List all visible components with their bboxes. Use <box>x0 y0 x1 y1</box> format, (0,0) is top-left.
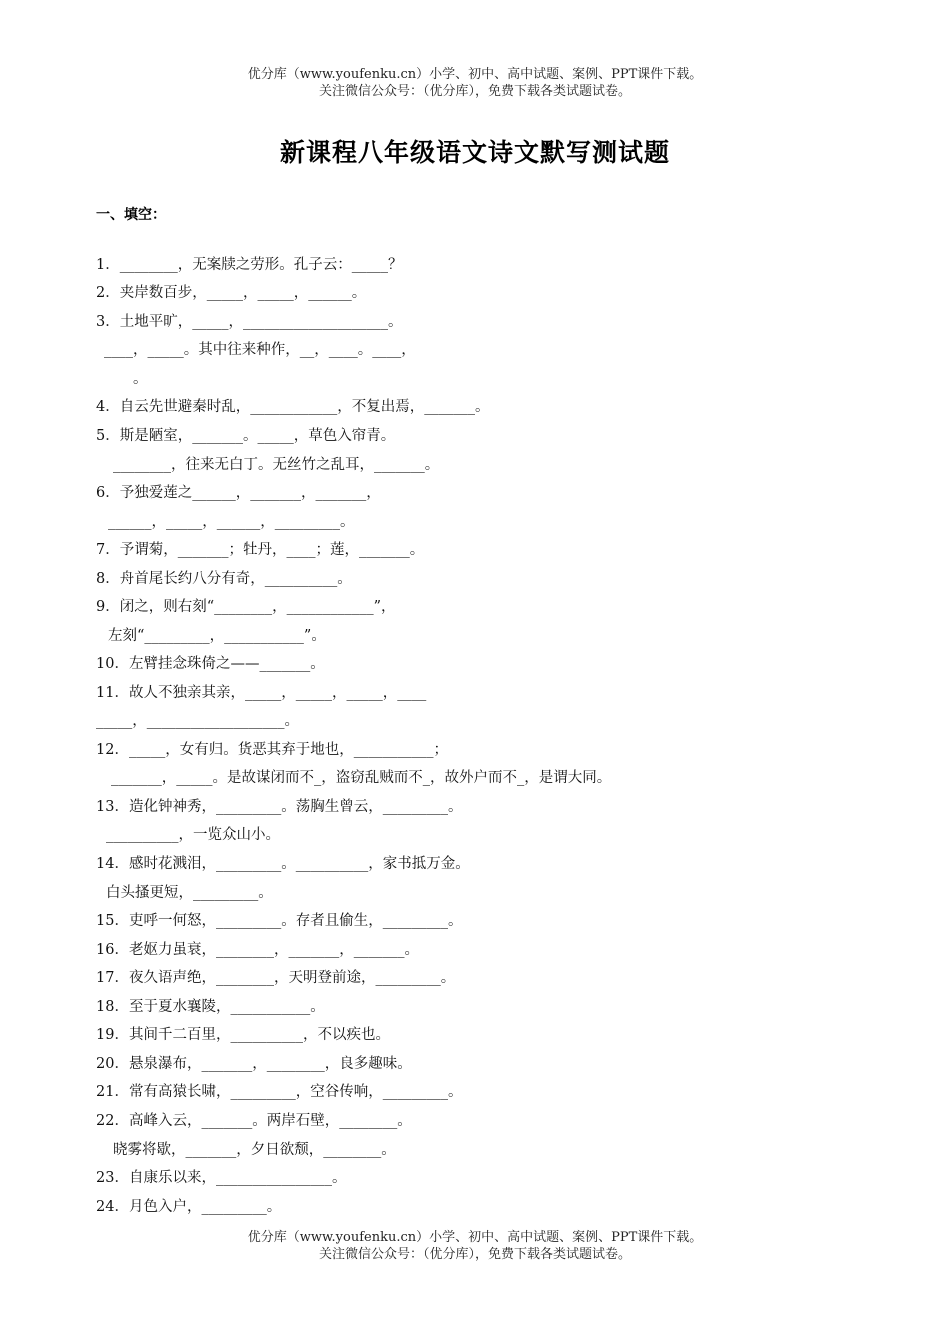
question-line: 白头搔更短，_________。 <box>106 885 273 901</box>
question-line: 8．舟首尾长约八分有奇，__________。 <box>96 571 352 587</box>
question-line: 11．故人不独亲其亲，_____，_____，_____，____ <box>96 685 427 701</box>
question-line: 15．吏呼一何怒，_________。存者且偷生，_________。 <box>96 913 463 929</box>
question-line: __________，一览众山小。 <box>106 827 280 843</box>
question-line: ________，往来无白丁。无丝竹之乱耳，_______。 <box>113 457 440 473</box>
question-line: 。 <box>133 371 148 387</box>
question-line: 10．左臂挂念珠倚之——_______。 <box>96 656 325 672</box>
section-heading: 一、填空： <box>96 207 166 223</box>
question-line: 20．悬泉瀑布，_______，________，良多趣味。 <box>96 1056 412 1072</box>
page-footer <box>0 1229 950 1263</box>
question-line: 21．常有高猿长啸，_________，空谷传响，_________。 <box>96 1084 463 1100</box>
page-title: 新课程八年级语文诗文默写测试题 <box>279 138 670 167</box>
page-header <box>0 66 950 100</box>
footer-line-2: 关注微信公众号：（优分库），免费下载各类试题试卷。 <box>318 1247 631 1262</box>
question-line: 3．土地平旷，_____，____________________。 <box>96 314 403 330</box>
question-line: 6．予独爱莲之______，_______，_______， <box>96 485 381 501</box>
question-line: _______，_____。是故谋闭而不_，盗窃乱贼而不_，故外户而不_，是谓大同。 <box>111 770 612 786</box>
question-line: 7．予谓菊，_______；牡丹，____；莲，_______。 <box>96 542 425 558</box>
question-line: 2．夹岸数百步，_____，_____，______。 <box>96 285 367 301</box>
question-line: 23．自康乐以来，________________。 <box>96 1170 347 1186</box>
question-line: 18．至于夏水襄陵，___________。 <box>96 999 325 1015</box>
question-line: 16．老妪力虽衰，________，_______，_______。 <box>96 942 419 958</box>
question-line: 晓雾将歇，_______，夕日欲颓，________。 <box>113 1142 396 1158</box>
question-line: 9．闭之，则右刻“________，____________”， <box>96 599 396 615</box>
header-line-2: 关注微信公众号：（优分库），免费下载各类试题试卷。 <box>318 84 631 99</box>
question-line: 4．自云先世避秦时乱，____________，不复出焉，_______。 <box>96 399 490 415</box>
question-line: 17．夜久语声绝，________，天明登前途，_________。 <box>96 970 456 986</box>
question-line: 14．感时花溅泪，_________。__________，家书抵万金。 <box>96 856 470 872</box>
question-line: 5．斯是陋室，_______。_____，草色入帘青。 <box>96 428 396 444</box>
question-line: 13．造化钟神秀，_________。荡胸生曾云，_________。 <box>96 799 463 815</box>
question-line: 24．月色入户，_________。 <box>96 1199 282 1215</box>
question-line: ____，_____。其中往来种作，__，____。____， <box>104 342 416 358</box>
question-line: ______，_____，______，_________。 <box>108 514 355 530</box>
question-line: 1．________，无案牍之劳形。孔子云：_____？ <box>96 257 403 273</box>
question-line: 12．_____，女有归。货恶其弃于地也，___________； <box>96 742 448 758</box>
question-line: 22．高峰入云，_______。两岸石壁，________。 <box>96 1113 412 1129</box>
header-line-1: 优分库（www.youfenku.cn）小学、初中、高中试题、案例、PPT课件下载。 <box>247 67 703 82</box>
question-line: _____，___________________。 <box>96 713 299 729</box>
question-line: 19．其间千二百里，__________，不以疾也。 <box>96 1027 390 1043</box>
question-line: 左刻“_________，___________”。 <box>108 628 326 644</box>
footer-line-1: 优分库（www.youfenku.cn）小学、初中、高中试题、案例、PPT课件下载。 <box>247 1230 703 1245</box>
